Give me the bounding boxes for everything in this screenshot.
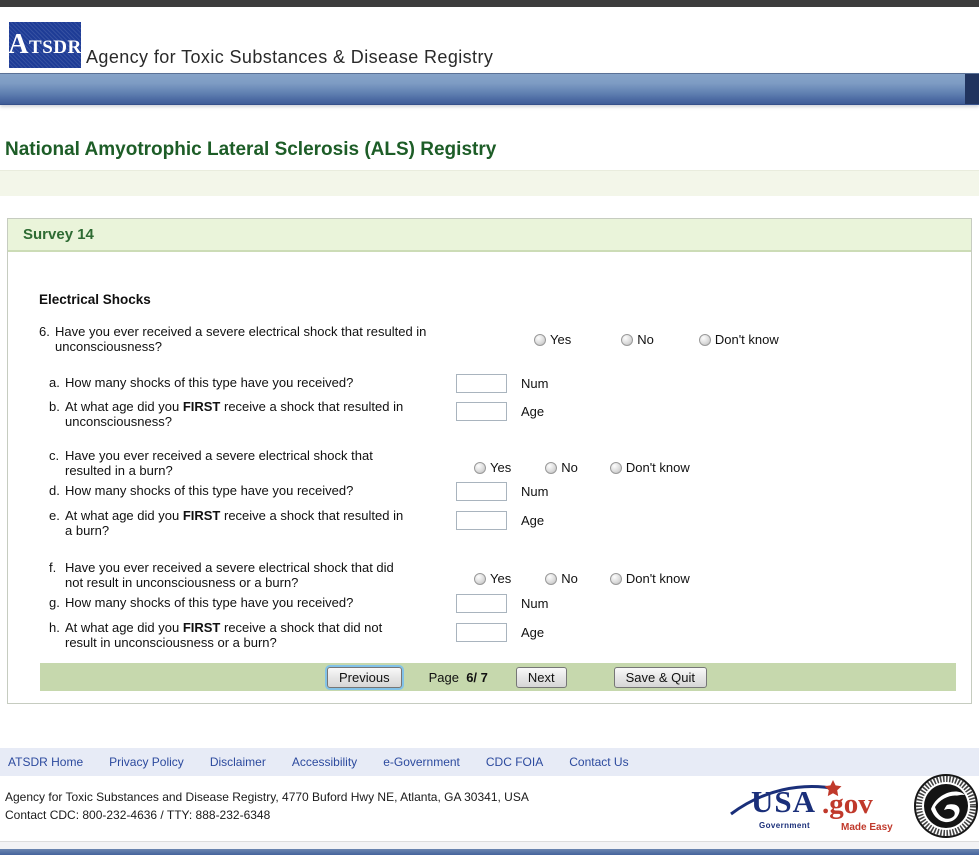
question-text <box>65 560 465 591</box>
question-bold: FIRST <box>182 620 221 635</box>
question-text <box>55 324 487 354</box>
question-line-2: not result in unconsciousness or a burn? <box>65 575 299 590</box>
panel-divider <box>8 250 971 252</box>
question-line-1: Have you ever received a severe electrical shock that did <box>65 560 394 575</box>
question-row-b <box>39 399 957 430</box>
unit-label-age: Age <box>521 513 545 528</box>
radio-no[interactable] <box>545 571 578 586</box>
question-text <box>65 399 485 430</box>
question-row-a <box>39 375 957 395</box>
radio-icon[interactable] <box>610 462 622 474</box>
unit-label-num: Num <box>521 484 549 499</box>
question-text <box>65 375 485 395</box>
question-bold: FIRST <box>182 508 221 523</box>
question-line-2: a burn? <box>65 523 110 538</box>
question-number: f. <box>49 560 57 575</box>
survey-nav-bar <box>40 663 956 691</box>
age-answer-b <box>456 402 544 421</box>
page-title: National Amyotrophic Lateral Sclerosis (ALS) Registry <box>5 139 497 160</box>
survey-panel-header <box>8 219 971 250</box>
footer-info <box>0 776 979 841</box>
question-text <box>65 620 465 651</box>
unit-label-num: Num <box>521 596 549 611</box>
survey-content <box>8 292 971 703</box>
num-input-a[interactable] <box>456 374 507 393</box>
question-line-1b: receive a shock that resulted in <box>220 399 404 414</box>
question-line-2: unconsciousness? <box>65 414 172 429</box>
radio-label: Yes <box>490 571 512 586</box>
previous-button[interactable]: Previous <box>327 667 402 688</box>
age-input-h[interactable] <box>456 623 507 642</box>
page-label: Page <box>428 669 459 685</box>
radio-label: Yes <box>550 332 572 347</box>
radio-dont-know[interactable] <box>610 460 690 475</box>
radio-label: Don't know <box>714 332 779 347</box>
survey-title: Survey 14 <box>23 226 94 243</box>
num-input-d[interactable] <box>456 482 507 501</box>
question-number: a. <box>49 375 60 390</box>
question-line-1: At what age did you <box>65 508 183 523</box>
radio-group-f <box>474 571 690 586</box>
usagov-logo[interactable] <box>729 778 899 836</box>
footer-contact: Contact CDC: 800-232-4636 / TTY: 888-232-6348 <box>5 808 271 822</box>
question-line-2: unconsciousness? <box>55 339 162 354</box>
radio-label: Don't know <box>625 460 690 475</box>
footer-link-atsdr-home[interactable]: ATSDR Home <box>8 755 84 769</box>
question-row-6 <box>39 324 957 354</box>
atsdr-logo[interactable] <box>9 22 81 68</box>
question-number: e. <box>49 508 60 523</box>
num-answer-d <box>456 482 548 501</box>
radio-icon[interactable] <box>534 334 546 346</box>
radio-icon[interactable] <box>699 334 711 346</box>
radio-icon[interactable] <box>474 573 486 585</box>
radio-label: Yes <box>490 460 512 475</box>
footer-link-accessibility[interactable]: Accessibility <box>291 755 358 769</box>
page-indicator <box>429 670 488 685</box>
question-line-1: How many shocks of this type have you received? <box>65 483 354 498</box>
unit-label-num: Num <box>521 376 549 391</box>
radio-dont-know[interactable] <box>699 332 779 347</box>
agency-name: Agency for Toxic Substances & Disease Registry <box>86 47 494 67</box>
section-heading: Electrical Shocks <box>39 292 151 307</box>
question-number: d. <box>49 483 60 498</box>
radio-group-q6 <box>534 332 779 347</box>
num-input-g[interactable] <box>456 594 507 613</box>
top-black-bar <box>0 0 979 7</box>
question-line-1b: receive a shock that resulted in <box>220 508 404 523</box>
radio-yes[interactable] <box>474 571 511 586</box>
question-row-c <box>39 448 957 479</box>
next-button[interactable]: Next <box>516 667 567 688</box>
footer-address: Agency for Toxic Substances and Disease Registry, 4770 Buford Hwy NE, Atlanta, GA 30341, USA <box>5 790 529 804</box>
radio-yes[interactable] <box>474 460 511 475</box>
radio-label: No <box>561 571 578 586</box>
question-number: 6. <box>39 324 50 339</box>
question-line-2: result in unconsciousness or a burn? <box>65 635 277 650</box>
survey-panel <box>7 218 972 704</box>
question-line-1: Have you ever received a severe electrical shock that <box>65 448 373 463</box>
footer-link-cdc-foia[interactable]: CDC FOIA <box>485 755 544 769</box>
question-line-1: Have you ever received a severe electrical shock that resulted in <box>55 324 427 339</box>
question-bold: FIRST <box>182 399 221 414</box>
age-answer-h <box>456 623 544 642</box>
question-line-2: resulted in a burn? <box>65 463 173 478</box>
page-value: 6/ 7 <box>466 669 488 685</box>
footer-link-contact-us[interactable]: Contact Us <box>569 755 629 769</box>
footer-links-bar <box>0 748 979 776</box>
radio-icon[interactable] <box>621 334 633 346</box>
beige-divider-strip <box>0 170 979 196</box>
question-number: g. <box>49 595 60 610</box>
num-answer-a <box>456 374 548 393</box>
question-row-f <box>39 560 957 591</box>
radio-icon[interactable] <box>545 573 557 585</box>
question-text <box>65 508 485 539</box>
age-answer-e <box>456 511 544 530</box>
question-row-h <box>39 620 957 651</box>
radio-yes[interactable] <box>534 332 571 347</box>
question-line-1b: receive a shock that did not <box>220 620 383 635</box>
atsdr-logo-text: ATSDR <box>8 29 82 60</box>
footer-link-disclaimer[interactable]: Disclaimer <box>209 755 266 769</box>
question-number: h. <box>49 620 60 635</box>
footer-link-e-government[interactable]: e-Government <box>383 755 460 769</box>
question-number: b. <box>49 399 60 414</box>
radio-icon[interactable] <box>545 462 557 474</box>
question-text <box>65 595 485 615</box>
radio-no[interactable] <box>545 460 578 475</box>
radio-label: No <box>637 332 654 347</box>
usagov-gov-text: .gov <box>822 788 873 820</box>
radio-label: No <box>561 460 578 475</box>
age-input-b[interactable] <box>456 402 507 421</box>
question-line-1: At what age did you <box>65 620 183 635</box>
question-line-1: How many shocks of this type have you received? <box>65 595 354 610</box>
radio-group-c <box>474 460 690 475</box>
pre-bottom-strip <box>0 841 979 849</box>
question-row-d <box>39 483 957 503</box>
radio-no[interactable] <box>621 332 654 347</box>
question-text <box>65 448 465 479</box>
unit-label-age: Age <box>521 404 545 419</box>
usagov-tagline-made-easy: Made Easy <box>841 822 893 833</box>
question-text <box>65 483 485 503</box>
num-answer-g <box>456 594 548 613</box>
question-row-e <box>39 508 957 539</box>
save-quit-button[interactable]: Save & Quit <box>614 667 707 688</box>
radio-icon[interactable] <box>610 573 622 585</box>
question-number: c. <box>49 448 60 463</box>
radio-icon[interactable] <box>474 462 486 474</box>
navbar-right-cap <box>965 74 979 104</box>
radio-label: Don't know <box>625 571 690 586</box>
usagov-tagline-government: Government <box>759 821 811 830</box>
question-row-g <box>39 595 957 615</box>
footer-link-privacy-policy[interactable]: Privacy Policy <box>109 755 184 769</box>
question-line-1: At what age did you <box>65 399 183 414</box>
hhs-logo[interactable] <box>913 773 979 839</box>
question-line-1: How many shocks of this type have you received? <box>65 375 354 390</box>
main-navbar <box>0 73 979 105</box>
bottom-blue-bar <box>0 849 979 855</box>
age-input-e[interactable] <box>456 511 507 530</box>
radio-dont-know[interactable] <box>610 571 690 586</box>
usagov-usa-text: USA <box>751 784 817 819</box>
unit-label-age: Age <box>521 625 545 640</box>
site-header <box>0 7 979 73</box>
